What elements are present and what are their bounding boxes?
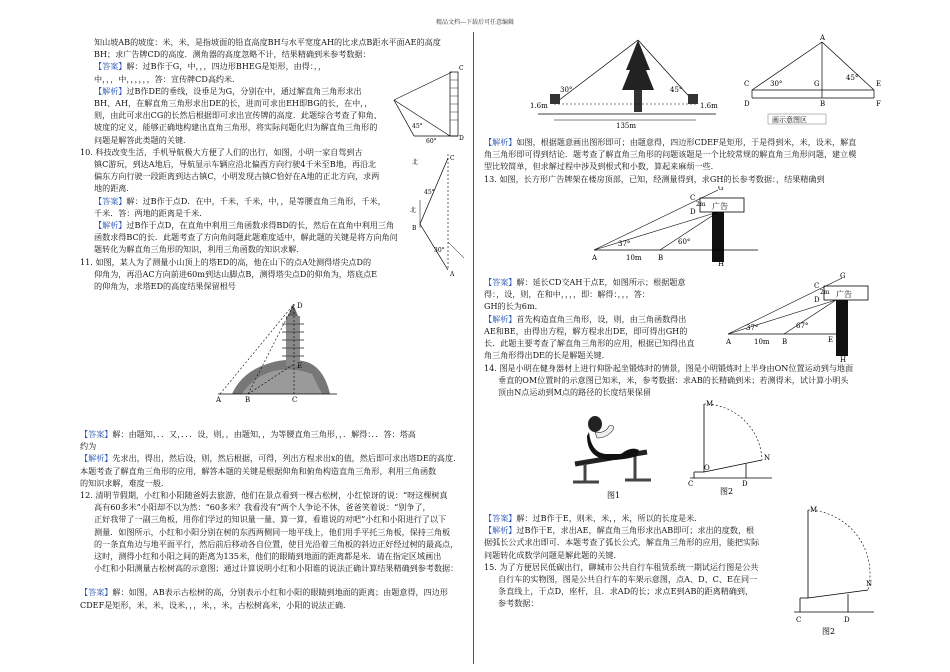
text-line: 仰角为，再沿AC方向前进60m到达山脚点B，测得塔尖点D的仰角为，塔底点E [94,268,378,279]
question-13: 13. 如图，长方形广告牌架在楼房顶部，已知，经测量得到，求GH的长参考数据：，结果精确到 [484,173,825,184]
tower-figure [212,302,342,404]
column-divider [473,32,474,664]
text-line: 得：，设，则，在和中，，，，即：解得：，，，答： [484,289,650,300]
text-line: 的一条直角边与地平面平行，然后前后移动各自位置，使目光沿着三角板的斜边正好经过树的最高点， [94,538,459,549]
text-line: 垂直的OM位置时的示意图已知米，米，参考数据：求AB的长精确到米；若测得米，试计算小明头 [498,375,849,386]
text-line: 坡度的定义，能够正确地构建出直角三角形，将实际问题化归为解直角三角形的 [94,122,378,133]
angle-label: 30° [434,247,445,254]
svg-text:B: B [658,254,664,262]
svg-text:D: D [814,296,820,304]
svg-text:E: E [297,362,303,370]
right-column-mid [484,276,724,361]
svg-text:D: D [744,100,750,108]
question-12: 12. 清明节假期，小红和小阳随爸妈去旅游，他们在景点看到一棵古松树，小红惊讶的说：“呀这棵树真 [80,490,448,501]
angle-label: 67° [796,322,809,330]
text-line: 正好我带了一副三角板，用你们学过的知识量一量、算一算，看谁说的对吧”小红和小阳进行了以下 [94,514,447,525]
question-15: 15. 为了方便居民低碳出行，聊城市公共自行车租赁系统一期试运行图是公共 [484,561,759,572]
text-line: 中，，，中，，，，，，答：宣传牌CD高约米． [94,73,241,84]
text-line: 题转化为解直角三角形的知识，利用三角函数的知识求解． [94,244,305,255]
text-line: 函数求得BC的长．此题考查了方向角问题此题难度适中，解此题的关键是将方向角问 [94,232,398,243]
text-line: 型比较简单，但求解过程中涉及到根式和小数，算起来麻烦一些． [484,161,719,172]
svg-text:A: A [820,34,826,42]
angle-label: 30° [770,80,783,88]
text-line: 知山坡AB的坡度：米，米，是指坡面的铅直高度BH与水平宽度AH的比求点B距水平面AE的高度 [94,37,441,47]
svg-text:M: M [810,506,818,514]
text-line: BH；求广告牌CD的高度．测角器的高度忽略不计，结果精确到米参考数据： [94,49,371,60]
length-label: 2m [820,289,830,296]
angle-label: 60° [678,238,691,246]
svg-text:H: H [840,356,847,362]
angle-label: 60° [426,138,437,145]
billboard-label: 广告 [712,202,728,211]
analysis-label: 【解析】 [94,220,127,231]
svg-text:D: D [844,616,850,624]
analysis-text: 过B作于点D，在直角中利用三角函数求得BD的长，然后在直角中利用三角 [126,220,395,231]
svg-text:A: A [450,271,455,278]
analysis-text: 过B作于E，求出AE，解直角三角形求出AB即可；求出的度数，根 [516,525,755,536]
svg-text:M: M [706,400,714,408]
sketch-area-figure [738,34,888,126]
answer-text: 解：过B作于E，则米，米，，米，所以的长度是米． [516,513,703,523]
text-line: 角三角形即可得到结论．题考查了解直角三角形的问题该题是一个比较常规的解直角三角形问题，建立模 [484,149,857,160]
analysis-label: 【解析】 [80,453,113,464]
svg-text:D: D [297,302,303,310]
text-line: CDEF是矩形，米，米，设米，，，米，，米，古松树高米，小阳的说法正确． [80,599,352,610]
question-11: 11. 如图，某人为了测量小山顶上的塔ED的高，他在山下的点A处测得塔尖点D的 [80,256,372,267]
text-line: 约为 [80,441,97,452]
svg-text:N: N [764,454,771,462]
svg-text:D: D [742,480,748,488]
svg-text:D: D [690,208,696,216]
text-line: 问题转化成数学问题是解此题的关键． [484,549,622,560]
svg-text:E: E [876,80,882,88]
text-line: 长．此题主要考查了解直角三角形的应用，根据已知得出直 [484,338,695,349]
text-line: 镇C游玩，到达A地后，导航显示车辆应沿北偏西方向行驶4千米至B地，再沿北 [94,159,377,170]
svg-text:A: A [726,338,732,346]
svg-text:E: E [828,336,834,344]
answer-text: 解：过B作于点D．在中，千米，千米，中，，是等腰直角三角形，千米， [126,195,386,206]
analysis-label: 【解析】 [94,85,127,96]
text-line: 顶由N点运动到M点的路径的长度结果保留 [498,387,651,398]
answer-label: 【答案】 [484,277,517,287]
angle-label: 45° [670,86,683,94]
answer-label: 【答案】 [80,587,113,598]
distance-label: 135m [616,122,636,130]
svg-text:H: H [718,260,725,268]
text-line: 条直线上，于点D，座杆，且．求AD的长；求点E到AB的距离精确到， [498,586,754,597]
analysis-text: 首先构造直角三角形，设，则，由三角函数得出 [516,313,687,324]
svg-text:O: O [704,464,710,472]
text-line: 地的距离． [94,183,135,194]
distance-label: 10m [626,254,642,262]
svg-text:C: C [450,155,455,162]
angle-label: 37° [746,324,759,332]
svg-text:B: B [412,225,417,232]
text-line: 本题考查了解直角三角形的应用，解答本题的关键是根据仰角和俯角构造直角三角形，利用三角函数 [80,465,437,476]
angle-label: 45° [412,123,423,130]
svg-text:N: N [866,580,873,588]
right-column-lower [484,512,794,610]
angle-label: 45° [846,74,859,82]
text-line: 高有60多米”小阳却不以为然：“60多米？我看没有”两个人争论不休，爸爸笑着说：“别争了， [94,502,431,513]
text-line: 参考数据： [498,598,539,609]
svg-text:C: C [459,65,464,72]
slope-billboard-figure [392,60,472,150]
analysis-text: 过B作DE的垂线，设垂足为G，分别在中，通过解直角三角形求出 [126,85,362,96]
left-column-lower [80,428,470,611]
text-line: 据弧长公式求出即可．本题考查了弧长公式，解直角三角形的应用，能把实际 [484,537,760,548]
analysis-text: 如图，根据题意画出图形即可；由题意得，四边形CDEF是矩形，于是得到米，米，设米，解直 [516,137,857,147]
svg-text:A: A [216,396,222,404]
text-line: 这时，测得小红和小阳之间的距离为135米，他们的眼睛到地面的距离都是米．请在指定区域画出 [94,551,442,562]
text-line: AE和BE，由得出方程，解方程求出DE，即可得出GH的 [484,325,688,336]
billboard-answer-figure [724,272,882,362]
north-label: 北 [412,159,419,166]
angle-label: 37° [618,240,631,248]
text-line: 千米．答：两地的距离是千米． [94,207,208,218]
situp-diagram-figure [680,398,780,500]
svg-text:C: C [690,194,696,202]
angle-label: 30° [560,86,573,94]
right-column [484,136,884,185]
text-line: 自行车的实物图，图是公共自行车的车架示意图，点A、D、C、E在同一 [498,574,758,585]
answer-label: 【答案】 [484,513,517,523]
svg-text:G: G [718,186,724,192]
question-10: 10. 科技改变生活，手机导航极大方便了人们的出行，如图，小明一家自驾到古 [80,146,363,157]
billboard-figure [590,186,760,268]
figure-caption: 图1 [607,491,621,500]
text-line: 偏东方向行驶一段距离到达古镇C，小明发现古镇C恰好在A地的正北方向，求两 [94,171,380,182]
svg-text:C: C [796,616,802,624]
text-line: 小红和小阳测量古松树高的示意图；通过计算说明小红和小阳谁的说法正确计算结果精确到参考数据： [94,563,459,574]
svg-text:A: A [592,254,598,262]
answer-label: 【答案】 [80,429,113,439]
analysis-text: 先求出，得出，然后设，则，然后根据，可得，列出方程求出x的值，然后即可求出塔DE的高度． [112,453,462,464]
svg-text:B: B [245,396,251,404]
svg-text:C: C [814,282,820,290]
svg-text:B: B [820,100,826,108]
right-column-q14 [484,362,884,399]
answer-text: 解：延长CD交AH于点E，如图所示；根据题意 [516,277,686,287]
text-line: 问题是解答此类题的关键． [94,134,192,145]
text-line: GH的长为6m． [484,301,543,312]
figure-caption: 图2 [822,627,836,636]
sketch-caption: 画示意图区 [772,116,807,124]
height-label: 1.6m [530,102,548,110]
page-header: 精品文档---下载后可任意编辑 [435,19,515,26]
text-line: 的知识求解，难度一般． [80,477,170,488]
svg-text:B: B [782,338,788,346]
north-label: 北 [410,207,417,214]
direction-figure [408,150,472,280]
answer-text: 解：由题知，．．又，．．．设，则，，由题知，，为等腰直角三角形，，．解得：．．答：塔高 [112,429,416,439]
angle-label: 45° [424,189,435,196]
distance-label: 10m [754,338,770,346]
answer-label: 【答案】 [94,61,127,72]
text-line: 测量．如图所示，小红和小阳分别在树的东西两侧同一地平线上，他们用手平托三角板，保持三角板 [94,526,451,537]
text-line: 角三角形得出DE的长是解题关键． [484,350,610,361]
answer-text: 解：过B作于G，中，，，四边形BHEG是矩形，由得：，， [126,61,327,72]
answer-label: 【答案】 [94,195,127,206]
text-line: 的仰角为，求塔ED的高度结果保留根号 [94,281,236,292]
situp-photo-figure [565,404,665,500]
figure-caption: 图2 [720,487,734,496]
svg-text:G: G [814,80,820,88]
svg-text:D: D [459,135,464,142]
analysis-label: 【解析】 [484,525,517,536]
height-label: 1.6m [700,102,718,110]
question-14: 14. 图是小明在健身器材上进行仰卧起坐锻炼时的情景，图是小明锻炼时上半身由ON位置运动到与地面 [484,363,854,373]
tree-measure-figure [530,32,720,130]
analysis-label: 【解析】 [484,313,517,324]
analysis-label: 【解析】 [484,137,517,147]
svg-text:G: G [840,272,846,280]
text-line: BH、AH，在解直角三角形求出DE的长，进而可求出EH即BG的长，在中，， [94,98,373,109]
billboard-label: 广告 [836,290,852,299]
svg-text:C: C [688,480,694,488]
svg-text:C: C [744,80,750,88]
text-line: 则，由此可求出CG的长然后根据即可求出宣传牌的高度．此题综合考查了仰角、 [94,110,382,121]
answer-text: 解：如图，AB表示古松树的高，分别表示小红和小阳的眼睛到地面的距离；由题意得，四边形 [112,587,448,598]
length-label: 2m [696,201,706,208]
situp-diagram-figure-2 [792,504,876,638]
svg-text:F: F [876,100,881,108]
svg-text:C: C [292,396,298,404]
